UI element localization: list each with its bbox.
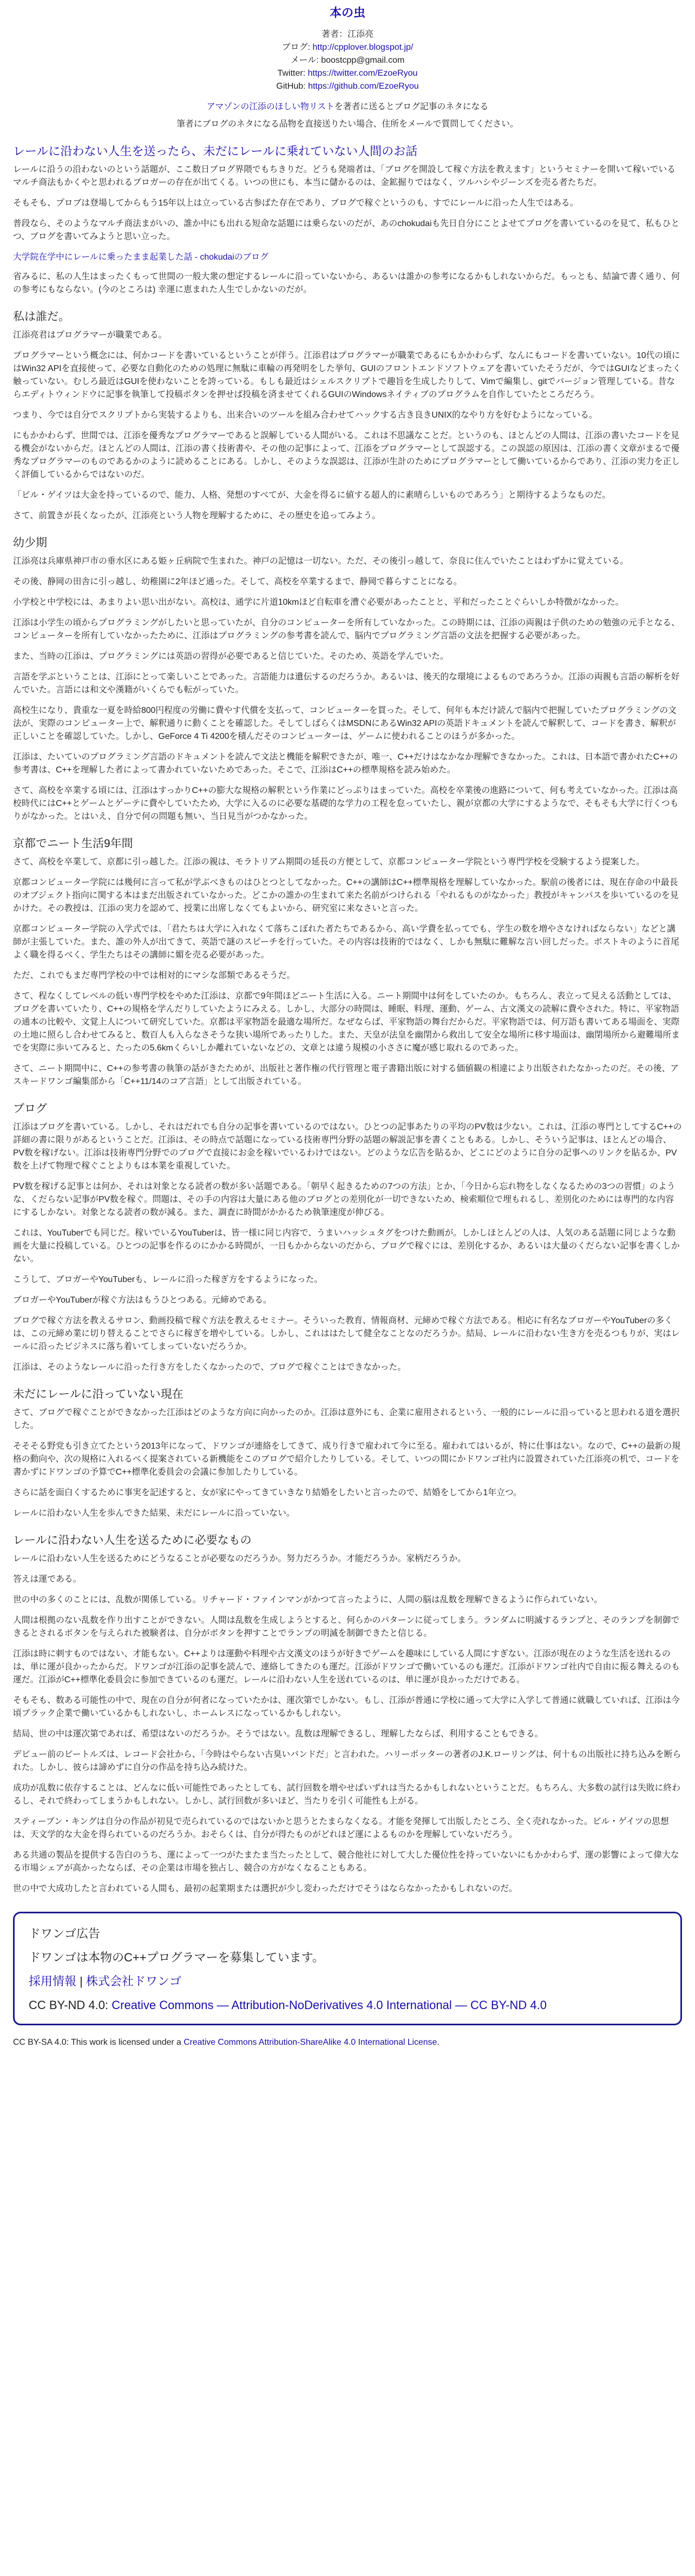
footer-suffix: . <box>437 2038 440 2047</box>
site-title: 本の虫 <box>329 6 365 19</box>
heading-what-is-needed: レールに沿わない人生を送るために必要なもの <box>13 1534 252 1547</box>
paragraph: そもそも、数ある可能性の中で、現在の自分が何者になっていたかは、運次第でしかない。もし、江添が普通に学校に通って大学に入学して普通に就職していれば、江添は今頃ブラック企業で働いているかもしれないし、ホームレスになっているかもしれない。 <box>13 1696 680 1718</box>
paragraph: 普段なら、そのようなマルチ商法まがいの、誰か中にも出れる短命な話題には乗らないのだが、あのchokudaiも先日自分にことよせてブログを書いているのを見て、私もひとつ、ブログを書いてみようと思い立った。 <box>13 219 680 241</box>
ad-title: ドワンゴ広告 <box>29 1927 101 1940</box>
paragraph: さて、高校を卒業する頃には、江添はすっかりC++の膨大な規格の解釈という作業にどっぷりはまっていた。高校を卒業後の進路について、何も考えていなかった。江添は高校時代にはC++とゲームとゲーテに費やしていたため、大学に入るのに必要な基礎的な学力の工程を怠っていたし、親が京都の大学にするようなで、そもそも大学に行くつもりがなかった。とはいえ、自分で何の問題も無い、当日見当がつかなかった。 <box>13 786 679 821</box>
paragraph: 江添は時に刺すものではない、才能もない。C++よりは運動や料理や古文漢文のほうが好きでゲームを趣味にしている人間にすぎない。江添が現在のような生活を送れるのは、単に運が良かったからだ。ドワンゴが江添の記事を読んで、連絡してきたのも運だ。江添がドワンゴで働いているのも運だ。江添がドワンゴ社内で自由に振る舞えるのも運だ。江添がC++標準化委員会に参加できているのも運だ。レールに沿わない人生を送れているのは、単に運が良かっただけである。 <box>13 1649 680 1685</box>
article-title[interactable]: レールに沿わない人生を送ったら、未だにレールに乗れていない人間のお話 <box>13 144 418 158</box>
heading-not-on-rail: 未だにレールに沿っていない現在 <box>13 1388 183 1401</box>
paragraph: そそそる野党も引き立てたという2013年になって、ドワンゴが連絡をしてきて、成り行きで雇われて今に至る。雇われてはいるが、特に仕事はない。なので、C++の最新の規格の動向や、次の規格に入れるべく提案されている新機能をこのブログで紹介したりしている。そして、いつの間にかドワンゴ社内に設置されていた江添亮の机で、コードを書かずにドワンゴの予算でC++標準化委員会の会議に参加したりしている。 <box>13 1442 681 1477</box>
ad-link-separator: | <box>80 1974 83 1988</box>
heading-who: 私は誰だ。 <box>13 311 70 323</box>
paragraph: 小学校と中学校には、あまりよい思い出がない。高校は、通学に片道10kmほど自転車を漕ぐ必要があったことと、平和だったことぐらいしか特徴がなかった。 <box>13 598 624 607</box>
paragraph: 江添亮は兵庫県神戸市の垂水区にある姫ヶ丘病院で生まれた。神戸の記憶は一切ない。ただ、その後引っ越して、奈良に住んでいたことはわずかに覚えている。 <box>13 557 629 566</box>
paragraph: ある共通の製品を提供する告白のうち、運によって一つがたまたま当たったとして、競合他社に対して大した優位性を持っていないにもかかわらず、運の影響によって偉大なる市場シェアが高かったならば、その企業は市場を独占し、競合の方がなくなることもある。 <box>13 1851 679 1873</box>
paragraph: つまり、今では自分でスクリプトから実装するよりも、出来合いのツールを組み合わせてハックする古き良きUNIX的なやり方を好むようになっている。 <box>13 411 598 420</box>
paragraph: ブロガーやYouTuberが稼ぐ方法はもうひとつある。元締めである。 <box>13 1296 272 1305</box>
paragraph: さて、ブログで稼ぐことができなかった江添はどのような方向に向かったのか。江添は意外にも、企業に雇用されるという、一般的にレールに沿っていると思われる道を選択した。 <box>13 1408 680 1430</box>
paragraph: 成功が乱数に依存することは、どんなに低い可能性であったとしても、試行回数を増やせばいずれは当たるかもしれないということだ。もちろん、大多数の試行は失敗に終わるし、それで終わってしまうかもしれない。しかし、試行回数が多いほど、当たりを引く可能性も上がる。 <box>13 1784 680 1806</box>
blog-link[interactable]: http://cpplover.blogspot.jp/ <box>312 43 414 52</box>
cc-by-nd-link[interactable]: Creative Commons — Attribution-NoDerivatives 4.0 International — CC BY-ND 4.0 <box>112 1998 547 2012</box>
paragraph: 江添は、たいていのプログラミング言語のドキュメントを読んで文法と機能を解釈できたが、唯一、C++だけはなかなか理解できなかった。これは、日本語で書かれたC++の参考書は、C++を理解した者によって書かれていないためであった。そこで、江添はC++の標準規格を読み始めた。 <box>13 752 678 775</box>
author-line: 著者：江添亮 <box>321 30 373 39</box>
paragraph: そもそも、プロブは登場してからもう15年以上は立っている古参ばた存在であり、ブログで稼ぐというのも、すでにレールに沿った人生ではある。 <box>13 199 579 208</box>
twitter-line <box>13 67 682 80</box>
footer-prefix: CC BY-SA 4.0: This work is licensed under a <box>13 2038 184 2047</box>
wishlist-text: を著者に送るとブログ記事のネタになる <box>334 102 489 111</box>
twitter-label: Twitter: <box>277 69 308 78</box>
paragraph: その後、静岡の田舎に引っ越し、幼稚園に2年ほど通った。そして、高校を卒業するまで、静岡で暮らすことになる。 <box>13 577 462 586</box>
mail-label: メール: <box>290 56 322 65</box>
paragraph: 高校生になり、貴重な一夏を時給800円程度の労働に費やす代償を支払って、コンピューターを買った。そして、何年も本だけ読んで脳内で把握していたプログラミングの文法が、実際のコンピューター上で、解釈通りに動くことを確認した。そしてしばらくはMSDNにあるWin32 APIの英語ドキュメントを読んで解釈して、コードを書き、解釈が正しいことを確認していた。しかし、GeForce 4 Ti 4200を積んだそのコンピューターは、ゲームに使われることのほうが多かった。 <box>13 706 677 741</box>
cc-by-sa-link[interactable]: Creative Commons Attribution-ShareAlike 4.0 International License <box>183 2038 437 2047</box>
mail-line <box>13 54 682 67</box>
paragraph: にもかかわらず、世間では、江添を優秀なプログラマーであると誤解している人間がいる。これは不思議なことだ。というのも、ほとんどの人間は、江添の書いたコードを見る機会がないからだ。ほとんどの人間は、江添の書く技術書や、その他の記事によって、江添をプログラマーとして誤認する。この誤認の原因は、江添の書く文章がまるで優秀なプログラマーのものであるかのように読めることにある。しかし、そのような誤認は、江添が生計のためにプログラマーとして働いているからであり、江添の実力を正しく評価しているからではないのだ。 <box>13 431 680 479</box>
paragraph: 京都コンピューター学院には幾何に言って私が学ぶべきものはひとつとしてなかった。C++の講師はC++標準規格を理解していなかった。駅前の後者には、現在存命の中最長のオブジェクト指向に関する本はまだ出版されていなかった。どこかの誰かの生まれて来た名前がつけられる「やれるものがなかった」教授がキャンパスを歩いているのを見かけた。その教授は、江添の実力を認めて、授業に出席しなくてもよいから、研究室に来なさいと言った。 <box>13 878 679 913</box>
heading-kyoto: 京都でニート生活9年間 <box>13 837 133 850</box>
paragraph: ただ、これでもまだ専門学校の中では相対的にマシな部類であるそうだ。 <box>13 971 296 980</box>
blog-line <box>13 41 682 54</box>
ad-license-prefix: CC BY-ND 4.0: <box>29 1998 112 2012</box>
author-meta <box>13 28 682 93</box>
paragraph: プログラマーという概念には、何かコードを書いているということが伴う。江添君はプログラマーが職業であるにもかかわらず、なんにもコードを書いていない。10代の頃にはWin32 APIを直接使って、必要な自動化のための処理に無駄に車輪の再発明をした挙句、GUIのフロントエンドソフトウェアを書いていたそうだが、今ではGUIなどまったく触っていない。むしろ最近はGUIを使わないことを誇っている。もしも最近はシェルスクリプトで趣旨を生成したりして、Vimで編集し、gitでバージョン管理している。昔ならエディトウィンドウに記事を執筆して投稿ボタンを押せば投稿を済ませてくれるGUIのWindowsネイティブのプログラムを自作していたところだろう。 <box>13 351 681 399</box>
paragraph: 人間は根拠のない乱数を作り出すことができない。人間は乱数を生成しようとすると、何らかのパターンに従ってしまう。ランダムに明滅するランプと、そのランプを制御できるとされるボタンを与えられた被験者は、自分がボタンを押すことでランプの明滅を制御できたと信じる。 <box>13 1616 680 1638</box>
paragraph: 省みるに、私の人生はまったくもって世間の一般大衆の想定するレールに沿っていないから、あるいは誰かの参考になるかもしれないからだ。もっとも、結論で書く通り、何の参考にもならない。(今のところは) 幸運に恵まれた人生でしかないのだが。 <box>13 272 680 294</box>
heading-blog: ブログ <box>13 1102 47 1115</box>
chokudai-link[interactable]: 大学院在学中にレールに乗ったまま起業した話 - chokudaiのブログ <box>13 253 268 262</box>
paragraph: PV数を稼げる記事とは何か、それは対象となる読者の数が多い話題である。「朝早く起きるための7つの方法」とか、「今日から忘れ物をしなくなるための3つの習慣」のような、くだらない記事がPV数を稼ぐ。問題は、その手の内容は大量にある他のブログとの差別化が一切できないため、検索順位で埋もれるし、差別化のためには専門的な内容にするしかない。対象となる読者の数が減る。また、調査に時間がかかるため執筆速度が伸びる。 <box>13 1182 676 1217</box>
ad-line: ドワンゴは本物のC++プログラマーを募集しています。 <box>29 1951 324 1964</box>
github-label: GitHub: <box>276 82 309 91</box>
paragraph: これは、YouTuberでも同じだ。稼いでいるYouTuberは、皆一様に同じ内容で、うまいハッシュタグをつけた動画が。しかしほとんどの人は、人気のある話題に同じような動画を大量に投稿している。ひとつの記事を作るのにかかる時間が、一日もかからないのだから、ブログで稼ぐには、差別化するか、あるいは大量のくだらない記事を書くしかない。 <box>13 1228 680 1264</box>
footer-license <box>13 2036 682 2049</box>
paragraph: 答えは運である。 <box>13 1575 82 1584</box>
page <box>13 0 682 2049</box>
twitter-link[interactable]: https://twitter.com/EzoeRyou <box>307 69 418 78</box>
wishlist-link[interactable]: アマゾンの江添のほしい物リスト <box>206 102 335 111</box>
paragraph: こうして、ブロガーやYouTuberも、レールに沿った稼ぎ方をするようになった。 <box>13 1275 323 1284</box>
wishlist-promo <box>13 101 682 114</box>
blog-label: ブログ: <box>281 43 313 52</box>
paragraph: 京都コンピューター学院の入学式では、「君たちは大学に入れなくて落ちこぼれた者たちであるから、高い学費を払ってでも、学生の数を増やさなければならない」などと講師が主張していた。また、誰の外人が出てきて、英語で謎のスピーチを行っていた。その内容は技術的ではなく、しかも無駄に難解な言い回しだった。ボストキのように首尾よく職を得るべく、学生たちはその講師に媚を売る必要があった。 <box>13 924 679 960</box>
github-link[interactable]: https://github.com/EzoeRyou <box>308 82 419 91</box>
promo-note: 筆者にブログのネタになる品物を直接送りたい場合、住所をメールで質問してください。 <box>176 120 519 129</box>
paragraph: さて、高校を卒業して、京都に引っ越した。江添の親は、モラトリアム期間の延長の方便として、京都コンピューター学院という専門学校を受験するよう提案した。 <box>13 857 645 867</box>
paragraph: さて、ニート期間中に、C++の参考書の執筆の話がきたためが、出版社と著作権の代行管理と電子書籍出版に対する価値観の相違により出版されたなかったのだ。その後、アスキードワンゴ編集部から「C++11/14のコア言語」として出版されている。 <box>13 1064 679 1086</box>
ad-license <box>29 1999 666 2012</box>
chokudai-link-line <box>13 251 682 264</box>
paragraph: 江添は小学生の頃からプログラミングがしたいと思っていたが、自分のコンピューターを所有していなかった。この時期には、江添の両親は子供のための勉強の元手となる、コンピューターを所有していなかったために、江添はプログラミングの参考書を読んで、脳内でプログラミング言語の文法を把握する必要があった。 <box>13 618 680 640</box>
paragraph: 結局、世の中は運次第であれば、希望はないのだろうか。そうではない。乱数は理解できるし、理解したならば、利用することもできる。 <box>13 1729 543 1739</box>
paragraph: 世の中で大成功したと言われている人間も、最初の起業期または選択が少し変わっただけでそうはならなかったかもしれないのだ。 <box>13 1884 517 1893</box>
dwango-link[interactable]: 株式会社ドワンゴ <box>86 1974 181 1988</box>
paragraph: さて、前置きが長くなったが、江添亮という人物を理解するために、その歴史を追ってみよう。 <box>13 511 381 520</box>
paragraph: デビュー前のビートルズは、レコード会社から、「今時はやらない古臭いバンドだ」と言われた。ハリーポッターの著者のJ.K.ローリングは、何十もの出版社に持ち込みを断られた。しかし、彼らは諦めずに自分の作品を持ち込み続けた。 <box>13 1750 681 1772</box>
paragraph: レールに沿わない人生を送るためにどうなることが必要なのだろうか。努力だろうか。才能だろうか。家柄だろうか。 <box>13 1554 466 1563</box>
dwango-ad-box <box>13 1912 682 2025</box>
paragraph: 言語を学ぶということは、江添にとって楽しいことであった。言語能力は遺伝するのだろうか。あるいは、後天的な環境によるものであろうか。江添の両親も言語の解析を好んでいた。言語には和文や漢籍がいくらでも転がっていた。 <box>13 672 680 695</box>
paragraph: 江添は、そのようなレールに沿った行き方をしたくなかったので、ブログで稼ぐことはできなかった。 <box>13 1363 406 1372</box>
paragraph: レールに沿うの沿わないのという話題が、ここ数日ブログ界隈でもちきりだ。どうも発端者は、「ブログを開設して稼ぐ方法を教えます」というセミナーを開いて稼いでいるマルチ商法もかくやと思われるブロガーの存在が出てくる。いつの世にも、本当に儲かるのは、金鉱掘りではなく、ツルハシやジーンズを売る者たちだ。 <box>13 165 676 187</box>
heading-childhood: 幼少期 <box>13 537 47 549</box>
paragraph: さらに話を面白くするために事実を記述すると、女が家にやってきていきなり結婚をしたいと言ったので、結婚をしてから1年立つ。 <box>13 1488 522 1497</box>
quote: 「ビル・ゲイツは大金を持っているので、能力、人格、発想のすべてが、大金を得るに値する超人的に素晴らしいものであろう」と期待するようなものだ。 <box>13 491 611 500</box>
paragraph: 江添亮君はプログラマーが職業である。 <box>13 331 167 340</box>
paragraph: スティーブン・キングは自分の作品が初見で売られているのではないかと思うとたまらなくなる。才能を発揮して出版したところ、全く売れなかった。ビル・ゲイツの思想は、天文学的な大金を得られているのだろうか。おそらくは、自分が得たものがどれほど運によるものかを理解していないだろう。 <box>13 1817 669 1839</box>
ad-links <box>29 1975 666 1988</box>
paragraph: 世の中の多くのことには、乱数が関係している。リチャード・ファインマンがかつて言ったように、人間の脳は乱数を理解できるように作られていない。 <box>13 1595 602 1604</box>
paragraph: ブログで稼ぐ方法を教えるサロン、動画投稿で稼ぐ方法を教えるセミナー。そういった教育、情報商材、元締めで稼ぐ方法である。相応に有名なブロガーやYouTuberの多くは、この元締め業に切り替えることでさらに稼ぎを増やしている。しかし、これははたして健全なことなのだろうか。結局、レールに沿わない生き方を売るつもりが、実はレールに沿ったビジネスに落ち着いてしまっていないだろうか。 <box>13 1316 680 1351</box>
paragraph: また、当時の江添は、プログラミングには英語の習得が必要であると信じていた。そのため、英語を学んでいた。 <box>13 652 449 661</box>
github-line <box>13 80 682 93</box>
paragraph: さて、程なくしてレベルの低い専門学校をやめた江添は、京都で9年間ほどニート生活に入る。ニート期間中は何をしていたのか。もちろん、表立って見える活動としては、ブログを書いていたり、C++の規格を学んだりしていたようにみえる。しかし、大部分の時間は、睡眠、料理、運動、ゲーム、古文漢文の読解に費やされた。特に、平家物語の通本の比較や、文覚上人について研究していた。京都は平家物語を最適な場所だ。なぜならば、平家物語の舞台だからだ。平家物語では、何万語も書いてある場面を、実際の土地に照らし合わせてみると、数百人も入らなさそうな狭い場所であったりした。また、天皇が法皇を幽閉から救出して安全な場所に移す場面は、幽閉場所から避難場所までを実際に歩いてみると、たったの5.6kmくらいしか離れていないなどの、文章とは違う規模の小ささに魔が感じ取れるのであった。 <box>13 992 680 1053</box>
mail-address: boostcpp@gmail.com <box>321 56 405 65</box>
recruit-link[interactable]: 採用情報 <box>29 1974 77 1988</box>
paragraph: レールに沿わない人生を歩んできた結果、未だにレールに沿っていない。 <box>13 1509 295 1518</box>
paragraph: 江添はブログを書いている。しかし、それはだれでも自分の記事を書いているのではない。ひとつの記事あたりの平均のPV数は少ない。これは、江添の専門としてするC++の詳細の書に限りがあるということだ。江添は、その時点で話題になっている技術専門分野の話題の解説記事を書くこともある。しかし、そういう記事は、ほとんどの場合、PV数を稼げない。江添は技術専門分野でのブログで直接にお金を稼いでいるわけではない。どのような広告を貼るか、どこにどのように自分の記事へのリンクを貼るか、PV数を上げて物理で稼ぐことよりもは本業を重視していた。 <box>13 1122 682 1171</box>
